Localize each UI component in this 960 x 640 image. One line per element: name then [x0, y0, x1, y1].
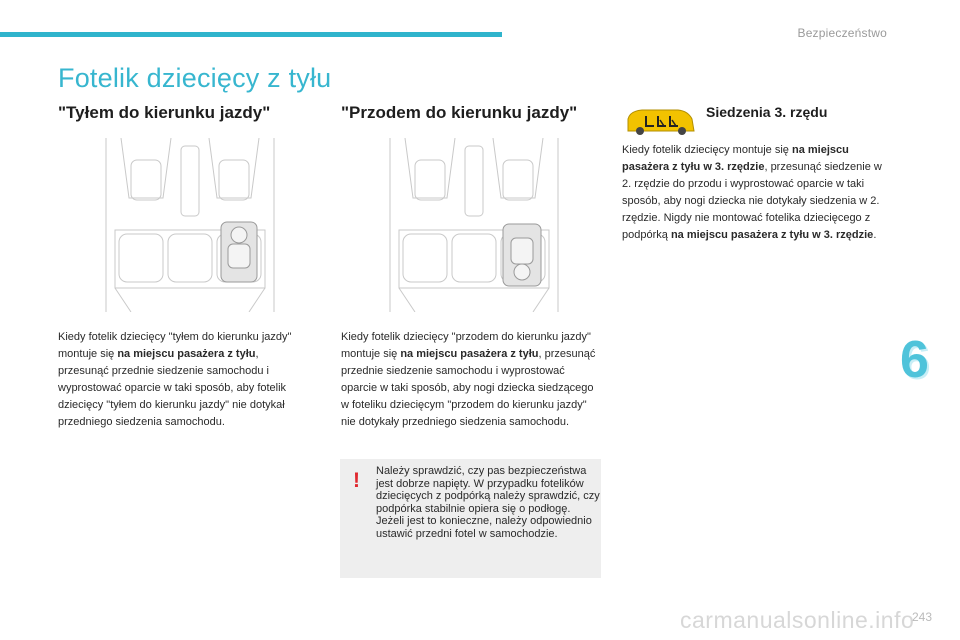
warning-note-text: Należy sprawdzić, czy pas bezpieczeństwa jest dobrze napięty. W przypadku fotelików dziecięcych z podpórką należy sprawdzić, czy podpórka stabilnie opiera się o podłogę. Jeżeli jest to konieczne, należy odpowiednio ustawić przedni fotel w samochodzie.: [376, 465, 600, 540]
third-row-text: Kiedy fotelik dziecięcy montuje się na miejscu pasażera z tyłu w 3. rzędzie, przesunąć siedzenie w 2. rzędzie do przodu i wyprostować oparcie w taki sposób, aby nogi dziecka nie dotykały siedzenia w 2. rzędzie. Nigdy nie montować fotelika dziecięcego z podpórką na miejscu pasażera z tyłu w 3. rzędzie.: [622, 144, 882, 241]
exclamation-icon: !: [353, 469, 360, 492]
car-seat-layout-icon: [385, 138, 563, 312]
rear-facing-text: Kiedy fotelik dziecięcy "tyłem do kierunku jazdy" montuje się na miejscu pasażera z tyłu, przesunąć przednie siedzenie samochodu i wyprostować oparcie w taki sposób, aby fotelik dziecięcy "tyłem do kierunku jazdy" nie dotykał przedniego siedzenia samochodu.: [58, 331, 292, 428]
heading-rear-facing: "Tyłem do kierunku jazdy": [58, 103, 271, 122]
forward-facing-text: Kiedy fotelik dziecięcy "przodem do kierunku jazdy" montuje się na miejscu pasażera z tyłu, przesunąć przednie siedzenie samochodu i wyprostować oparcie w taki sposób, aby nogi dziecka siedzącego w foteliku dziecięcym "przodem do kierunku jazdy" nie dotykały przedniego siedzenia samochodu.: [341, 331, 596, 428]
car-seat-layout-icon: [101, 138, 279, 312]
van-seats-icon: [624, 107, 696, 135]
header-accent-bar: [0, 32, 502, 37]
watermark: carmanualsonline.info: [680, 607, 915, 633]
section-label: Bezpieczeństwo: [797, 26, 887, 40]
page-title: Fotelik dziecięcy z tyłu: [58, 63, 332, 93]
page-number: 243: [912, 610, 933, 624]
warning-note: [340, 459, 601, 578]
heading-forward-facing: "Przodem do kierunku jazdy": [341, 103, 578, 122]
chapter-number: 6: [900, 331, 929, 389]
heading-third-row: Siedzenia 3. rzędu: [706, 104, 828, 120]
